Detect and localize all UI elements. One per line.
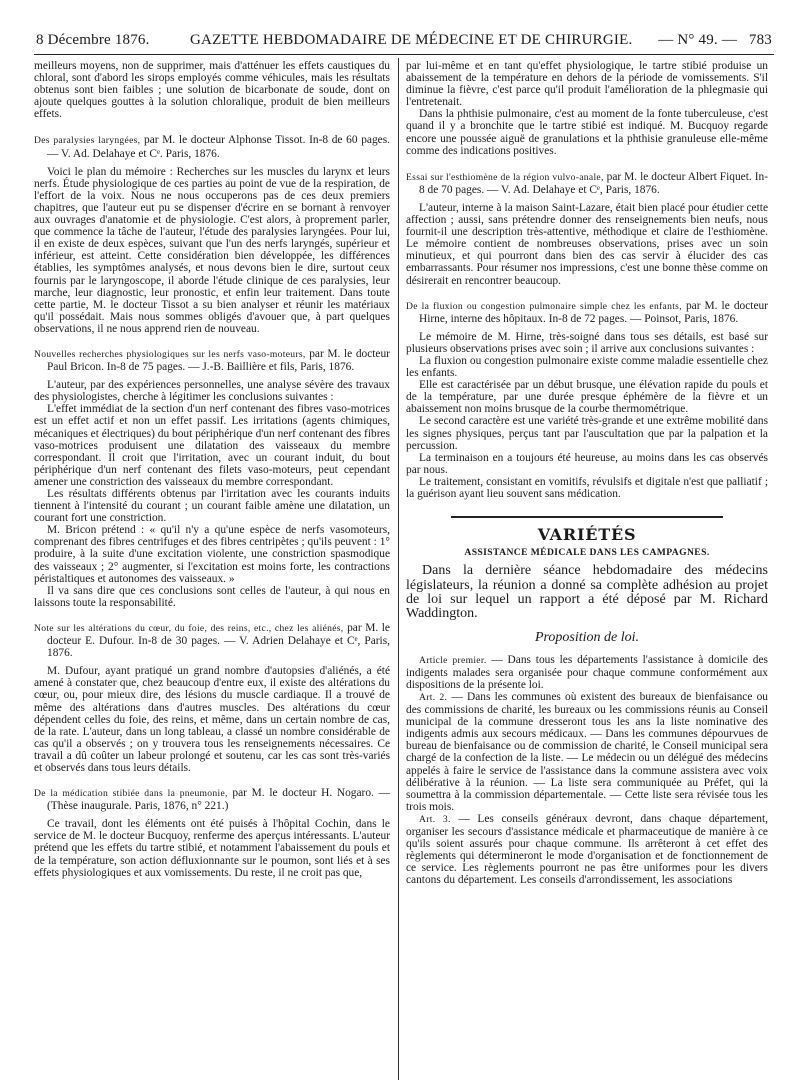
notice-paralysies-body: Voici le plan du mémoire : Recherches sur les muscles du larynx et leurs nerfs. Étude physiologique de ces parties au point de vue de la respiration, de l'effort de la voix. Nous ne nous occuperons pas de ces deux premiers chapitres, que l'auteur eut pu se dispenser d'écrire en se bornant à renvoyer aux ouvrages d'anatomie et de physiologie. C'est alors, à proprement parler, que commence la tâche de l'auteur, l'étude des paralysies laryngées. Pour lui, il en existe de deux espèces, suivant que l'un des nerfs laryngés, supérieur et inférieur, est atteint. Cette considération bien développée, les différences établies, les symptômes analysés, et nous devons bien le dire, surtout ceux fournis par le laryngoscope, il aborde l'étude clinique de ces paralysies, leur marche, leur diagnostic, leur pronostic, et enfin leur traitement. Dans toute cette partie, M. le docteur Tissot a su bien analyser et réunir les matériaux qu'il possédait. Mais nous sommes obligés d'avouer que, à part quelques observations, il ne nous apprend rien de nouveau. — [34, 165, 390, 335]
article-3 — [406, 813, 768, 887]
notice-title: De la médication stibiée dans la pneumonie, — [34, 788, 228, 800]
varietes-lead-paragraph: Dans la dernière séance hebdomadaire des médecins législateurs, la réunion a donné sa complète adhésion au projet de loi sur lequel un rapport a été déposé par M. Richard Waddington. — [406, 563, 768, 622]
notice-fluxion-heading — [406, 300, 768, 325]
section-rule — [451, 516, 723, 518]
notice-title: De la fluxion ou congestion pulmonaire simple chez les enfants, — [406, 300, 682, 312]
notice-vaso-heading — [34, 348, 390, 373]
notice-title: Note sur les altérations du cœur, du foie, des reins, etc., chez les aliénés, — [34, 622, 344, 634]
section-heading-varietes: VARIÉTÉS — [537, 525, 637, 545]
column-divider — [398, 58, 399, 1080]
article-1 — [406, 654, 768, 691]
notice-paralysies-heading — [34, 134, 390, 159]
notice-medication-heading — [34, 787, 390, 812]
left-column — [34, 60, 390, 1080]
vaso-paragraph-3: Les résultats différents obtenus par l'irritation avec les courants induits tiennent à l'intensité du courant ; un courant faible amène une dilatation, un courant fort une constriction. — [34, 488, 390, 525]
header-rule — [34, 54, 774, 55]
article-text: — Dans les communes où existent des bureaux de bienfaisance ou des commissions de charité, les bureaux ou les commissions réunis au Conseil municipal de la commune dresseront tous les ans la liste nominative des indigents admis aux secours médicaux. — Dans les communes dépourvues de bureau de bienfaisance ou de commission de charité, le Conseil municipal sera chargé de la confection de la liste. — Le médecin ou un délégué des médecins appelés à faire le service de l'assistance dans la commune assistera avec voix délibérative à la réunion. — La liste sera communiquée au Préfet, qui la soumettra à la commission départementale. — Cette liste sera révisée tous les trois mois. — [406, 691, 768, 813]
fluxion-paragraph-5: La terminaison en a toujours été heureuse, au moins dans les cas observés par nous. — [406, 451, 768, 476]
notice-medication-body: Ce travail, dont les éléments ont été puisés à l'hôpital Cochin, dans le service de M. le docteur Bucquoy, renferme des aperçus intéressants. L'auteur prétend que les effets du tartre stibié, et notamment l'abaissement du pouls et de la température, son action défluxionnante sur le poumon, sont liés et à ses effets physiologiques et aux vomissements. Du reste, il ne croit pas que, — [34, 818, 390, 879]
vaso-paragraph-5: Il va sans dire que ces conclusions sont celles de l'auteur, à qui nous en laissons toute la responsabilité. — [34, 584, 390, 609]
header-title: GAZETTE HEBDOMADAIRE DE MÉDECINE ET DE CHIRURGIE. — [190, 32, 633, 48]
header-number-page — [658, 32, 772, 49]
notice-title: Nouvelles recherches physiologiques sur les nerfs vaso-moteurs, — [34, 348, 306, 360]
notice-citation: par M. le docteur Albert Fiquet. In-8 de 70 pages. — V. Ad. Delahaye et Cᵉ, Paris, 1876. — [419, 170, 768, 196]
fluxion-paragraph-6: Le traitement, consistant en vomitifs, révulsifs et digitale n'est que palliatif ; la guérison ayant lieu souvent sans médication. — [406, 475, 768, 500]
fluxion-paragraph-4: Le second caractère est une variété très-grande et une extrême mobilité dans les signes physiques, perçus tant par l'auscultation que par la palpation et la percussion. — [406, 415, 768, 452]
notice-citation: par M. le docteur E. Dufour. In-8 de 30 pages. — V. Adrien Delahaye et Cᵉ, Paris, 1876. — [47, 621, 390, 660]
article-text: — Dans tous les départements l'assistance à domicile des indigents malades sera organisée pour chaque commune conformément aux dispositions de la présente loi. — [406, 653, 768, 691]
phthisie-paragraph: Dans la phthisie pulmonaire, c'est au moment de la fonte tuberculeuse, c'est quand il y a bronchite que le tartre stibié est indiqué. M. Bucquoy regarde encore une poussée aiguë de granulations et la phthisie granuleuse elle-même comme des indications positives. — [406, 108, 768, 157]
notice-esthiomene-body: L'auteur, interne à la maison Saint-Lazare, était bien placé pour étudier cette affection ; aussi, sans prétendre donner des renseignements bien neufs, nous fournit-il une description très-attentive, méthodique et claire de l'esthiomène. Le mémoire contient de nombreuses observations, prises avec un soin minutieux, et qui pourront dans bien des cas servir à élucider des cas embarrassants. Pour résumer nos impressions, c'est une bonne thèse comme on désirerait en rencontrer beaucoup. — [406, 201, 768, 287]
notice-citation: par M. le docteur Hirne, interne des hôpitaux. In-8 de 72 pages. — Poinsot, Paris, 1876. — [419, 299, 768, 325]
page-header — [36, 28, 772, 54]
notice-alterations-heading — [34, 622, 390, 659]
header-date: 8 Décembre 1876. — [36, 32, 150, 48]
notice-title: Essai sur l'esthiomène de la région vulvo-anale, — [406, 171, 604, 183]
article-label: Art. 3. — [419, 813, 451, 825]
vaso-paragraph-1: L'auteur, par des expériences personnelles, une analyse sévère des travaux des physiologistes, cherche à légitimer les conclusions suivantes : — [34, 379, 390, 404]
article-text: — Les conseils généraux devront, dans chaque département, organiser les secours d'assistance médicale et pharmaceutique de manière à ce qu'ils soient assurés pour chaque commune. Ils arrêteront à cet effet des règlements qui détermineront le mode d'organisation et de fonctionnement de ce service. Les règlements pourront ne pas être uniformes pour les divers cantons du département. Les conseils d'arrondissement, les associations — [406, 812, 768, 887]
article-label: Art. 2. — [419, 692, 448, 703]
right-column — [406, 60, 768, 1080]
notice-citation: par M. le docteur Alphonse Tissot. In-8 de 60 pages. — V. Ad. Delahaye et Cᵉ. Paris, 1876. — [47, 134, 390, 160]
vaso-paragraph-2: L'effet immédiat de la section d'un nerf contenant des fibres vaso-motrices est un effet actif et non un effet passif. Les irritations (agents chimiques, mécaniques et électriques) du bout périphérique d'un nerf contenant des fibres vaso-motrices produisent une dilatation des vaisseaux du membre correspondant. Il croit que l'irritation, avec un courant induit, du bout périphérique d'un nerf contenant des filets vaso-moteurs, peut cependant amener une constriction des vaisseaux du membre correspondant. — [34, 403, 390, 488]
vaso-paragraph-4: M. Bricon prétend : « qu'il n'y a qu'une espèce de nerfs vasomoteurs, comprenant des fibres centrifuges et des fibres centripètes ; qu'ils peuvent : 1° produire, à la suite d'une excitation violente, une constriction spasmodique des vaisseaux ; 2° augmenter, si l'excitation est moins forte, les contractions péristaltiques et autonomes des vaisseaux. » — [34, 524, 390, 585]
notice-esthiomene-heading — [406, 171, 768, 196]
notice-citation: par M. le docteur Paul Bricon. In-8 de 75 pages. — J.-B. Baillière et fils, Paris, 1876. — [47, 347, 390, 374]
fluxion-paragraph-3: Elle est caractérisée par un début brusque, une élévation rapide du pouls et de la température, par une durée presque éphémère de la fièvre et un abaissement non moins brusque de la courbe thermométrique. — [406, 379, 768, 416]
proposition-heading: Proposition de loi. — [534, 629, 640, 645]
header-issue-number: — N° 49. — — [658, 32, 738, 48]
notice-title: Des paralysies laryngées, — [34, 135, 141, 147]
notice-citation: par M. le docteur H. Nogaro. — (Thèse inaugurale. Paris, 1876, n° 221.) — [47, 787, 390, 813]
section-subheading: ASSISTANCE MÉDICALE DANS LES CAMPAGNES. — [464, 547, 710, 559]
notice-alterations-body: M. Dufour, ayant pratiqué un grand nombre d'autopsies d'aliénés, a été amené à constater que, chez beaucoup d'entre eux, il existe des altérations du cœur, ou, pour mieux dire, des lésions du muscle cardiaque. Il a trouvé de même des altérations dans d'autres muscles. Des altérations du cœur dépendent celles du foie, des reins, et même, dans un certain nombre de cas, de la rate. L'auteur, dans un long tableau, a classé un nombre considérable de cas qu'il a observés ; on y trouvera tous les renseignements nécessaires. Ce travail a dû coûter un labeur prolongé et soutenu, car les cas sont très-variés et observés dans tous leurs détails. — [34, 665, 390, 774]
fluxion-paragraph-2: La fluxion ou congestion pulmonaire existe comme maladie essentielle chez les enfants. — [406, 354, 768, 380]
header-page-number: 783 — [748, 32, 772, 48]
article-2 — [406, 691, 768, 813]
article-label: Article premier. — [419, 654, 487, 666]
fluxion-paragraph-1: Le mémoire de M. Hirne, très-soigné dans tous ses détails, est basé sur plusieurs observations prises avec soin ; il arrive aux conclusions suivantes : — [406, 330, 768, 355]
medication-continuation: par lui-même et en tant qu'effet physiologique, le tartre stibié produise un abaissement de la température en dehors de la période de vomissements. S'il diminue la fièvre, c'est parce qu'il produit l'amélioration de la phlegmasie qui l'entretenait. — [406, 60, 768, 109]
intro-paragraph: meilleurs moyens, non de supprimer, mais d'atténuer les effets caustiques du chloral, sont d'abord les sirops employés comme véhicules, mais les résultats obtenus sont bien faibles ; une solution de bicarbonate de soude, dont on ajoute quelques gouttes à la solution chloralique, produit de bien meilleurs effets. — [34, 60, 390, 121]
